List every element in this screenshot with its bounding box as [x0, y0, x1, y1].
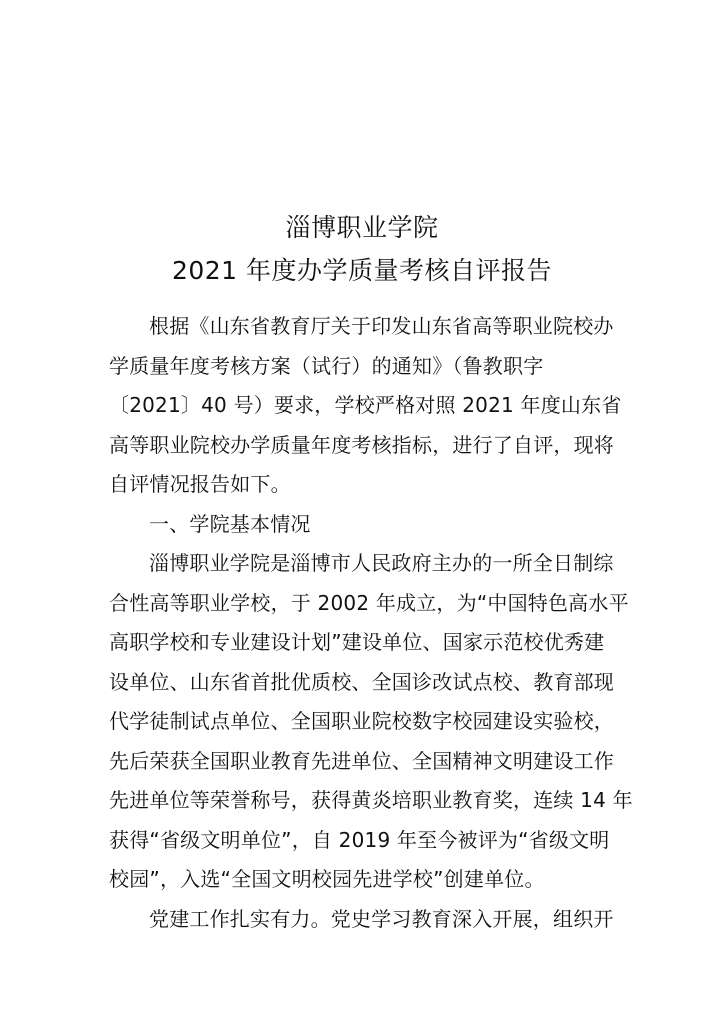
- paragraph-line: 根据《山东省教育厅关于印发山东省高等职业院校办: [149, 314, 614, 338]
- paragraph-line: 获得“省级文明单位”，自 2019 年至今被评为“省级文明: [109, 827, 610, 852]
- paragraph-line: 自评情况报告如下。: [109, 472, 291, 496]
- paragraph-line: 校园”，入选“全国文明校园先进学校”创建单位。: [109, 867, 545, 891]
- paragraph-line: 高等职业院校办学质量年度考核指标，进行了自评，现将: [109, 432, 614, 457]
- paragraph-line: 高职学校和专业建设计划”建设单位、国家示范校优秀建: [109, 630, 605, 654]
- paragraph-line: 〔2021〕40 号）要求，学校严格对照 2021 年度山东省: [109, 393, 622, 417]
- paragraph-line: 先后荣获全国职业教育先进单位、全国精神文明建设工作: [109, 748, 614, 773]
- title-report-name: 2021 年度办学质量考核自评报告: [171, 256, 553, 285]
- report-title: [0, 206, 724, 292]
- paragraph-line: 设单位、山东省首批优质校、全国诊改试点校、教育部现: [109, 669, 614, 694]
- paragraph-line: 代学徒制试点单位、全国职业院校数字校园建设实验校，: [109, 709, 614, 733]
- title-institution: 淄博职业学院: [285, 213, 439, 242]
- paragraph-line: 学质量年度考核方案（试行）的通知》（鲁教职字: [109, 353, 544, 378]
- paragraph-line: 党建工作扎实有力。党史学习教育深入开展，组织开: [149, 906, 614, 931]
- report-body: [109, 307, 633, 939]
- paragraph-line: 合性高等职业学校，于 2002 年成立，为“中国特色高水平: [109, 590, 629, 615]
- section-heading: 一、学院基本情况: [149, 511, 311, 536]
- paragraph-line: 淄博职业学院是淄博市人民政府主办的一所全日制综: [149, 551, 614, 575]
- paragraph-line: 先进单位等荣誉称号，获得黄炎培职业教育奖，连续 14 年: [109, 788, 633, 812]
